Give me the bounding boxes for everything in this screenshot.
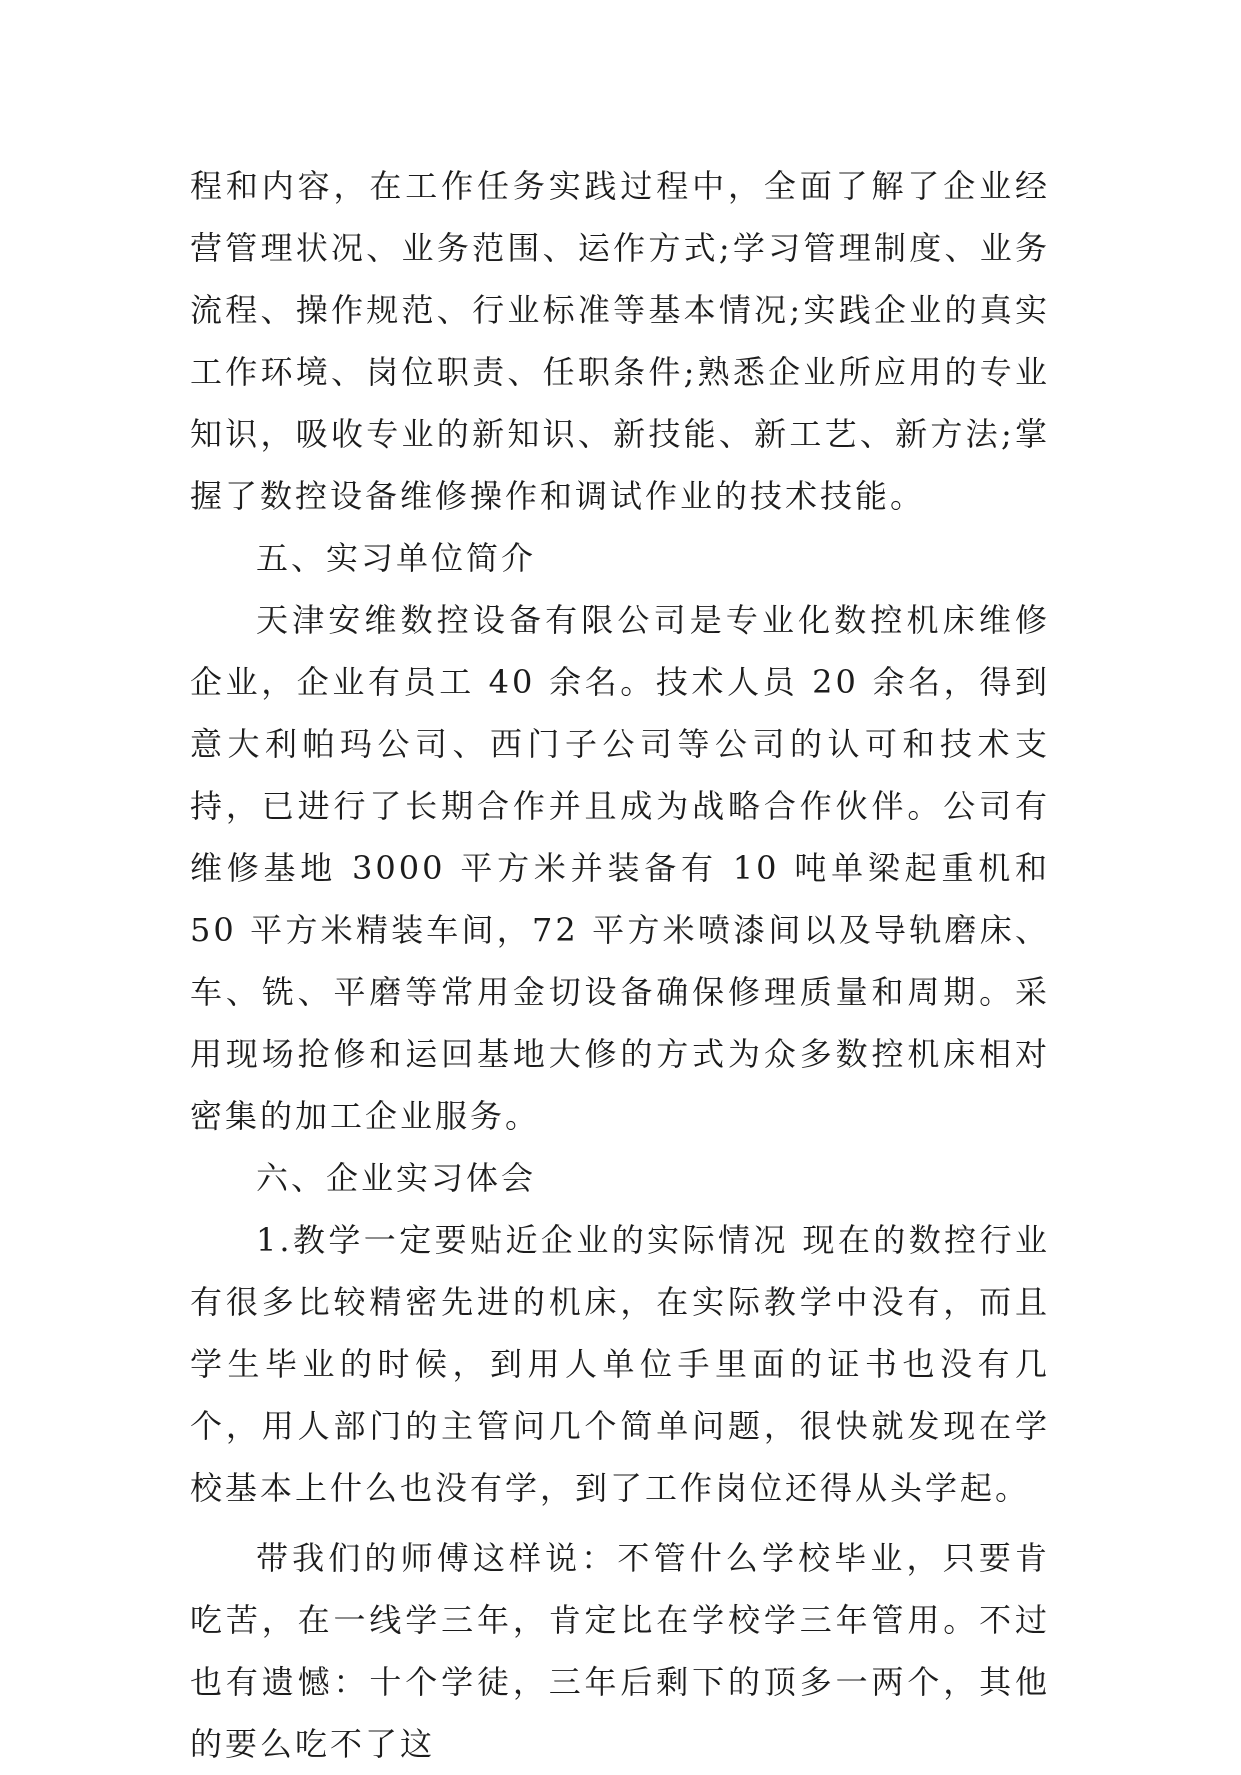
document-body <box>190 155 1050 1775</box>
paragraph-point-one: 1.教学一定要贴近企业的实际情况 现在的数控行业有很多比较精密先进的机床，在实际教学中没有，而且学生毕业的时候，到用人单位手里面的证书也没有几个，用人部门的主管问几个简单问题，很快就发现在学校基本上什么也没有学，到了工作岗位还得从头学起。 <box>190 1221 1050 1507</box>
section-heading-six: 六、企业实习体会 <box>256 1159 537 1197</box>
paragraph-continuation: 程和内容，在工作任务实践过程中，全面了解了企业经营管理状况、业务范围、运作方式;学习管理制度、业务流程、操作规范、行业标准等基本情况;实践企业的真实工作环境、岗位职责、任职条件;熟悉企业所应用的专业知识，吸收专业的新知识、新技能、新工艺、新方法;掌握了数控设备维修操作和调试作业的技术技能。 <box>190 167 1050 515</box>
paragraph-company-intro: 天津安维数控设备有限公司是专业化数控机床维修企业，企业有员工 40 余名。技术人员 20 余名，得到意大利帕玛公司、西门子公司等公司的认可和技术支持，已进行了长期合作并且成为战略合作伙伴。公司有维修基地 3000 平方米并装备有 10 吨单梁起重机和 50 平方米精装车间，72 平方米喷漆间以及导轨磨床、车、铣、平磨等常用金切设备确保修理质量和周期。采用现场抢修和运回基地大修的方式为众多数控机床相对密集的加工企业服务。 <box>190 601 1050 1135</box>
paragraph-master-quote: 带我们的师傅这样说：不管什么学校毕业，只要肯吃苦，在一线学三年，肯定比在学校学三年管用。不过也有遗憾：十个学徒，三年后剩下的顶多一两个，其他的要么吃不了这 <box>190 1539 1050 1763</box>
section-heading-five: 五、实习单位简介 <box>256 539 537 577</box>
